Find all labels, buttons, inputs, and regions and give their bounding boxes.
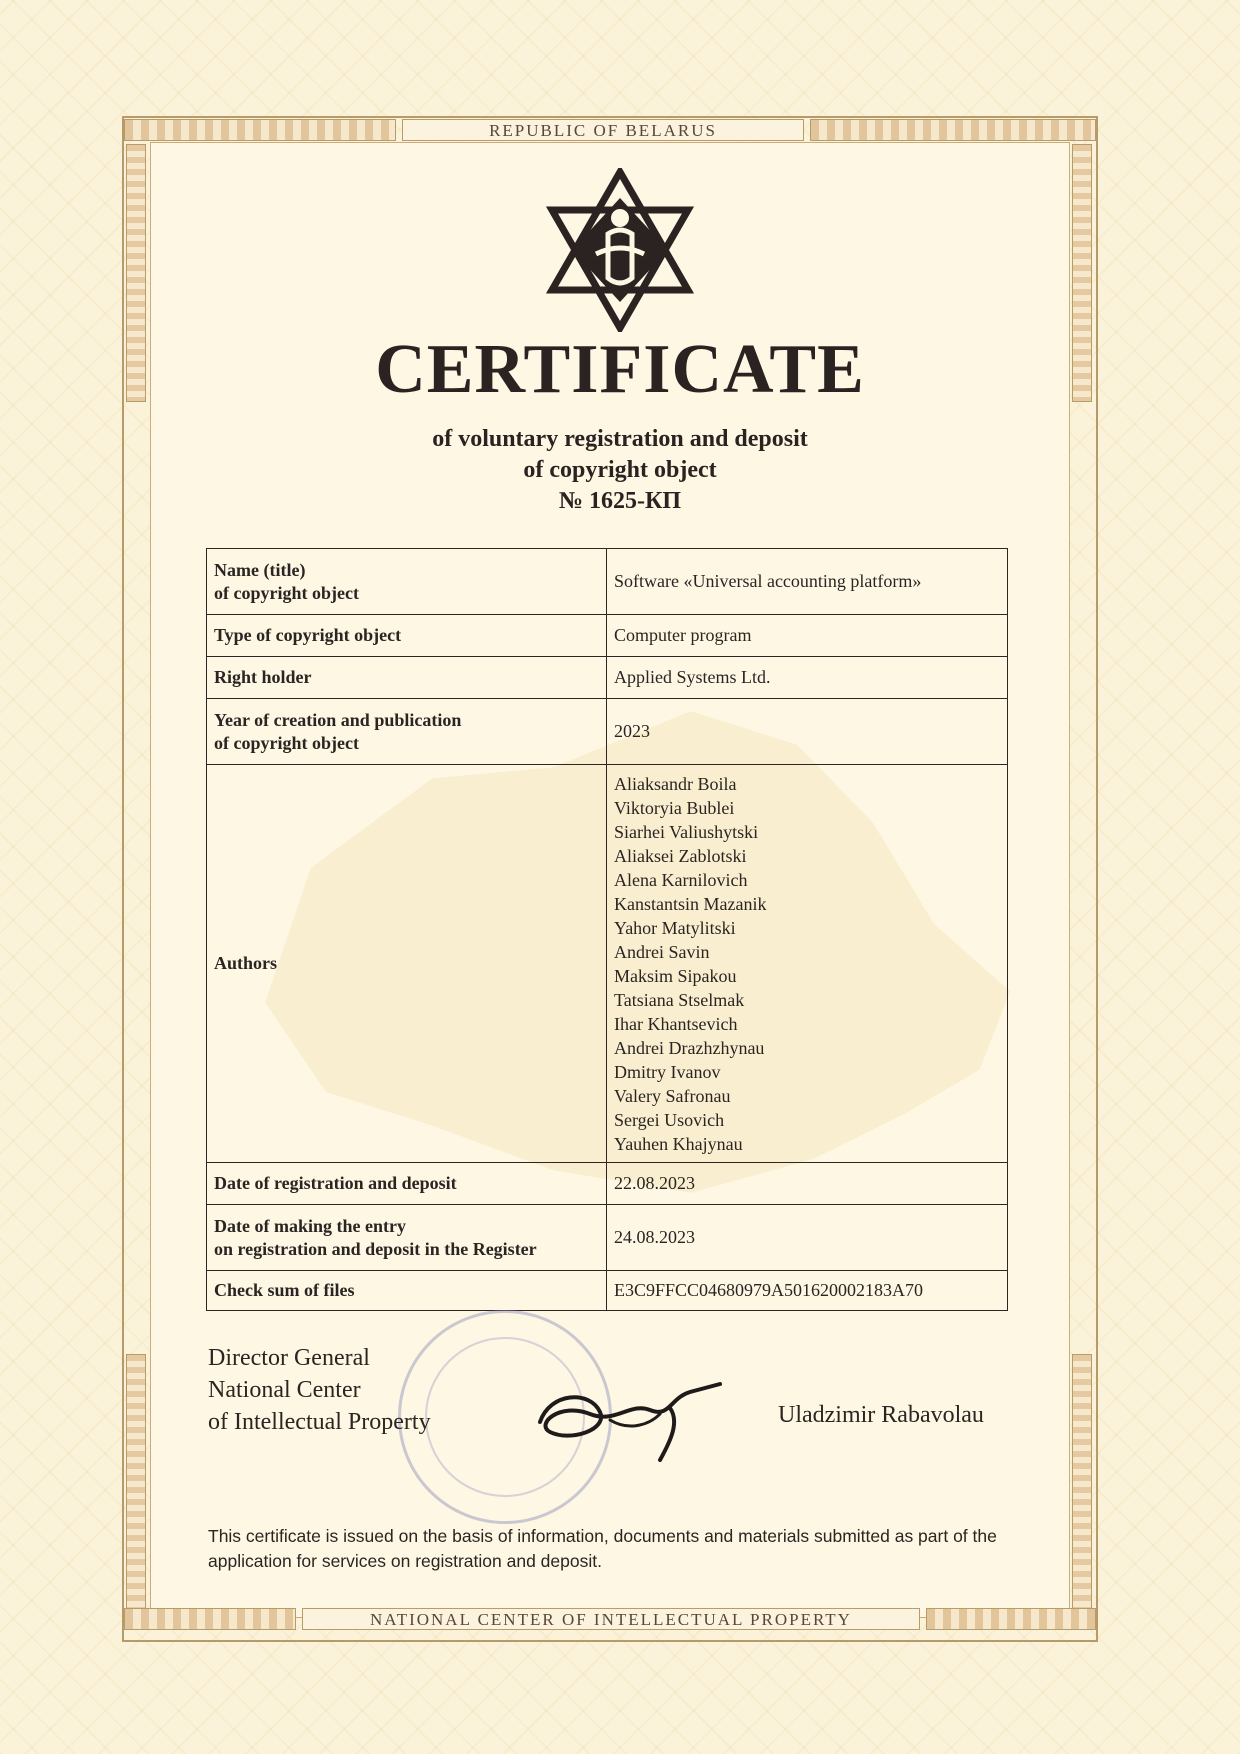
checksum-value: E3C9FFCC04680979A501620002183A70	[607, 1271, 1008, 1311]
author-name: Dmitry Ivanov	[614, 1061, 721, 1082]
holder-label: Right holder	[207, 657, 607, 699]
header-ornament-left	[124, 119, 396, 141]
signatory-line-3: of Intellectual Property	[208, 1409, 431, 1435]
footer-ornament-right	[926, 1608, 1096, 1630]
table-row	[207, 1163, 1008, 1205]
year-label-line-2: of copyright object	[214, 732, 359, 753]
author-name: Valery Safronau	[614, 1085, 731, 1106]
author-name: Aliaksandr Boila	[614, 773, 737, 794]
author-name: Aliaksei Zablotski	[614, 845, 747, 866]
entry-value: 24.08.2023	[607, 1205, 1008, 1271]
authors-label: Authors	[207, 765, 607, 1163]
right-ornament-bottom	[1072, 1354, 1092, 1616]
entry-label-line-2: on registration and deposit in the Register	[214, 1238, 537, 1259]
author-name: Ihar Khantsevich	[614, 1013, 738, 1034]
name-label-line-1: Name (title)	[214, 559, 306, 580]
handwritten-signature	[520, 1362, 740, 1472]
checksum-label: Check sum of files	[207, 1271, 607, 1311]
author-name: Kanstantsin Mazanik	[614, 893, 767, 914]
year-label-line-1: Year of creation and publication	[214, 709, 462, 730]
table-row	[207, 549, 1008, 615]
signatory-block	[208, 1342, 431, 1438]
certificate-note: This certificate is issued on the basis of information, documents and materials submitted as part of the application for services on registration and deposit.	[208, 1526, 997, 1571]
reg-date-value: 22.08.2023	[607, 1163, 1008, 1205]
author-name: Sergei Usovich	[614, 1109, 725, 1130]
table-row	[207, 765, 1008, 1163]
table-row	[207, 615, 1008, 657]
name-label-line-2: of copyright object	[214, 582, 359, 603]
table-row	[207, 699, 1008, 765]
ncip-emblem-icon	[538, 168, 702, 332]
table-row	[207, 1205, 1008, 1271]
header-ornament-right	[810, 119, 1096, 141]
registration-table	[206, 548, 1008, 1311]
authors-list	[607, 765, 1008, 1163]
author-name: Siarhei Valiushytski	[614, 821, 759, 842]
holder-value: Applied Systems Ltd.	[607, 657, 1008, 699]
table-row	[207, 1271, 1008, 1311]
subtitle-line-1: of voluntary registration and deposit	[432, 426, 808, 452]
subtitle-line-2: of copyright object	[523, 457, 717, 483]
author-name: Andrei Drazhzhynau	[614, 1037, 765, 1058]
reg-date-label: Date of registration and deposit	[207, 1163, 607, 1205]
author-name: Alena Karnilovich	[614, 869, 748, 890]
table-row	[207, 657, 1008, 699]
author-name: Tatsiana Stselmak	[614, 989, 745, 1010]
signatory-line-2: National Center	[208, 1377, 361, 1403]
certificate-title: CERTIFICATE	[375, 331, 865, 408]
footer-band-text: NATIONAL CENTER OF INTELLECTUAL PROPERTY	[370, 1610, 852, 1629]
author-name: Maksim Sipakou	[614, 965, 737, 986]
author-name: Viktoryia Bublei	[614, 797, 735, 818]
left-ornament-bottom	[126, 1354, 146, 1616]
year-value: 2023	[607, 699, 1008, 765]
signatory-line-1: Director General	[208, 1345, 370, 1371]
name-value: Software «Universal accounting platform»	[607, 549, 1008, 615]
type-label: Type of copyright object	[207, 615, 607, 657]
entry-label	[207, 1205, 607, 1271]
name-label	[207, 549, 607, 615]
author-name: Andrei Savin	[614, 941, 710, 962]
year-label	[207, 699, 607, 765]
certificate-number: № 1625-КП	[558, 488, 682, 514]
type-value: Computer program	[607, 615, 1008, 657]
header-band-text: REPUBLIC OF BELARUS	[489, 121, 717, 140]
signatory-name: Uladzimir Rabavolau	[778, 1402, 984, 1428]
author-name: Yauhen Khajynau	[614, 1133, 743, 1154]
footer-ornament-left	[124, 1608, 296, 1630]
author-name: Yahor Matylitski	[614, 917, 736, 938]
entry-label-line-1: Date of making the entry	[214, 1215, 406, 1236]
